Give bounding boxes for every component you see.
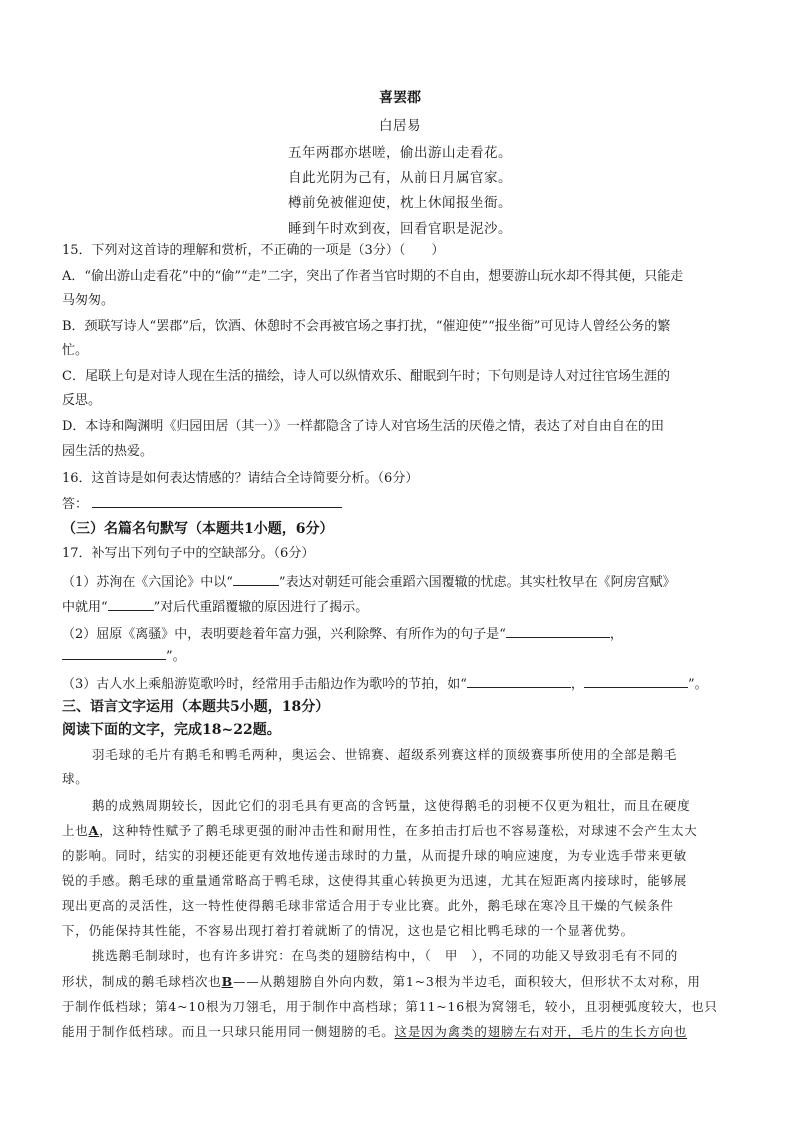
passage-p2-line-1: 鹅的成熟周期较长，因此它们的羽毛具有更高的含钙量，这使得鹅毛的羽梗不仅更为粗壮，而且在硬度 xyxy=(92,798,691,813)
question-17-stem: 17．补写出下列句子中的空缺部分。（6分） xyxy=(62,546,315,561)
option-b-line-1: B．颈联写诗人“罢郡”后，饮酒、休憩时不会再被官场之事打扰，“催迎使”“报坐衙”可见诗人曾经公务的繁 xyxy=(62,319,671,334)
reading-instruction: 阅读下面的文字，完成18~22题。 xyxy=(62,722,281,738)
passage-p2-line-4: 锐的手感。鹅毛球的重量通常略高于鸭毛球，这使得其重心转换更为迅速，尤其在短距离内接球时，能够展 xyxy=(62,873,688,888)
passage-p2-line-2: 上也A，这种特性赋予了鹅毛球更强的耐冲击性和耐用性，在多拍击打后也不容易蓬松，对球速不会产生太大 xyxy=(62,823,698,838)
q17-item-3: （3）古人水上乘船游览歌吟时，经常用手击船边作为歌吟的节拍，如“ ， ”。 xyxy=(62,673,708,695)
question-15-stem: 15．下列对这首诗的理解和赏析，不正确的一项是（3分）（ ） xyxy=(62,243,445,258)
q17-blank-6[interactable] xyxy=(584,673,688,688)
q17-item-2-cont: ”。 xyxy=(62,645,186,667)
answer-blank[interactable] xyxy=(92,493,342,508)
poem-line-1: 五年两郡亦堪嗟，偷出游山走看花。 xyxy=(288,145,512,161)
marker-a: A xyxy=(88,823,100,838)
option-a-line-2: 马匆匆。 xyxy=(62,293,115,308)
answer-line xyxy=(62,493,342,515)
marker-b: B xyxy=(221,974,233,989)
section-heading-famous-lines: （三）名篇名句默写（本题共1小题，6分） xyxy=(62,521,334,537)
option-b-line-2: 忙。 xyxy=(62,343,89,358)
poem-title: 喜罢郡 xyxy=(379,90,421,106)
answer-label: 答： xyxy=(62,497,89,512)
option-c-line-1: C．尾联上句是对诗人现在生活的描绘，诗人可以纵情欢乐、酣眠到午时；下句则是诗人对过往官场生涯的 xyxy=(62,369,670,384)
passage-p2-line-6: 下，仍能保持其性能，不容易出现打着打着就断了的情况，这也是它相比鸭毛球的一个显著优势。 xyxy=(62,923,634,938)
question-16-stem: 16．这首诗是如何表达情感的？请结合全诗简要分析。（6分） xyxy=(62,471,419,486)
q17-item-2: （2）屈原《离骚》中，表明要趁着年富力强，兴利除弊、有所作为的句子是“ ， xyxy=(62,623,623,645)
part-three-heading: 三、语言文字运用（本题共5小题，18分） xyxy=(62,699,330,715)
option-a-line-1: A．“偷出游山走看花”中的“偷”“走”二字，突出了作者当官时期的不自由，想要游山玩水却不得其便，只能走 xyxy=(62,269,684,284)
passage-p3-line-3: 于制作低档球；第4~10根为刀翎毛，用于制作中高档球；第11~16根为窝翎毛，较小，且羽梗弧度较大，也只 xyxy=(62,999,718,1014)
q17-blank-2[interactable] xyxy=(108,596,154,611)
option-d-line-2: 园生活的热爱。 xyxy=(62,444,154,459)
option-c-line-2: 反思。 xyxy=(62,393,102,408)
option-d-line-1: D．本诗和陶渊明《归园田居（其一）》一样都隐含了诗人对官场生活的厌倦之情，表达了对自由自在的田 xyxy=(62,419,664,434)
poem-line-2: 自此光阴为己有，从前日月属官家。 xyxy=(288,170,512,186)
q17-item-1: （1）苏洵在《六国论》中以“ ”表达对朝廷可能会重蹈六国覆辙的忧虑。其实杜牧早在《阿房宫赋》 xyxy=(62,571,676,593)
passage-p3-line-2: 形状，制成的鹅毛球档次也B——从鹅翅膀自外向内数，第1~3根为半边毛，面积较大，但形状不太对称，用 xyxy=(62,974,701,989)
passage-p3-line-4: 能用于制作低档球。而且一只球只能用同一侧翅膀的毛。这是因为禽类的翅膀左右对开，毛片的生长方向也 xyxy=(62,1024,688,1039)
poem-author: 白居易 xyxy=(379,118,421,134)
q17-blank-3[interactable] xyxy=(506,623,610,638)
passage-p1-line-1: 羽毛球的毛片有鹅毛和鸭毛两种，奥运会、世锦赛、超级系列赛这样的顶级赛事所使用的全部是鹅毛 xyxy=(92,747,678,762)
passage-p1-line-2: 球。 xyxy=(62,771,89,786)
poem-line-3: 樽前免被催迎使，枕上休闻报坐衙。 xyxy=(288,195,512,211)
q17-blank-1[interactable] xyxy=(233,571,279,586)
q17-blank-5[interactable] xyxy=(467,673,571,688)
q17-blank-4[interactable] xyxy=(62,645,166,660)
passage-p3-line-1: 挑选鹅毛制球时，也有许多讲究：在鸟类的翅膀结构中，（ 甲 ），不同的功能又导致羽毛有不同的 xyxy=(92,948,679,963)
passage-p2-line-3: 的影响。同时，结实的羽梗还能更有效地传递击球时的力量，从而提升球的响应速度，为专业选手带来更敏 xyxy=(62,848,688,863)
q17-item-1-cont: 中就用“ ”对后代重蹈覆辙的原因进行了揭示。 xyxy=(62,596,368,618)
passage-p2-line-5: 现出更高的灵活性，这一特性使得鹅毛球非常适合用于专业比赛。此外，鹅毛球在寒冷且干燥的气候条件 xyxy=(62,898,674,913)
underlined-sentence: 这是因为禽类的翅膀左右对开，毛片的生长方向也 xyxy=(394,1024,688,1039)
poem-line-4: 睡到午时欢到夜，回看官职是泥沙。 xyxy=(288,221,512,237)
